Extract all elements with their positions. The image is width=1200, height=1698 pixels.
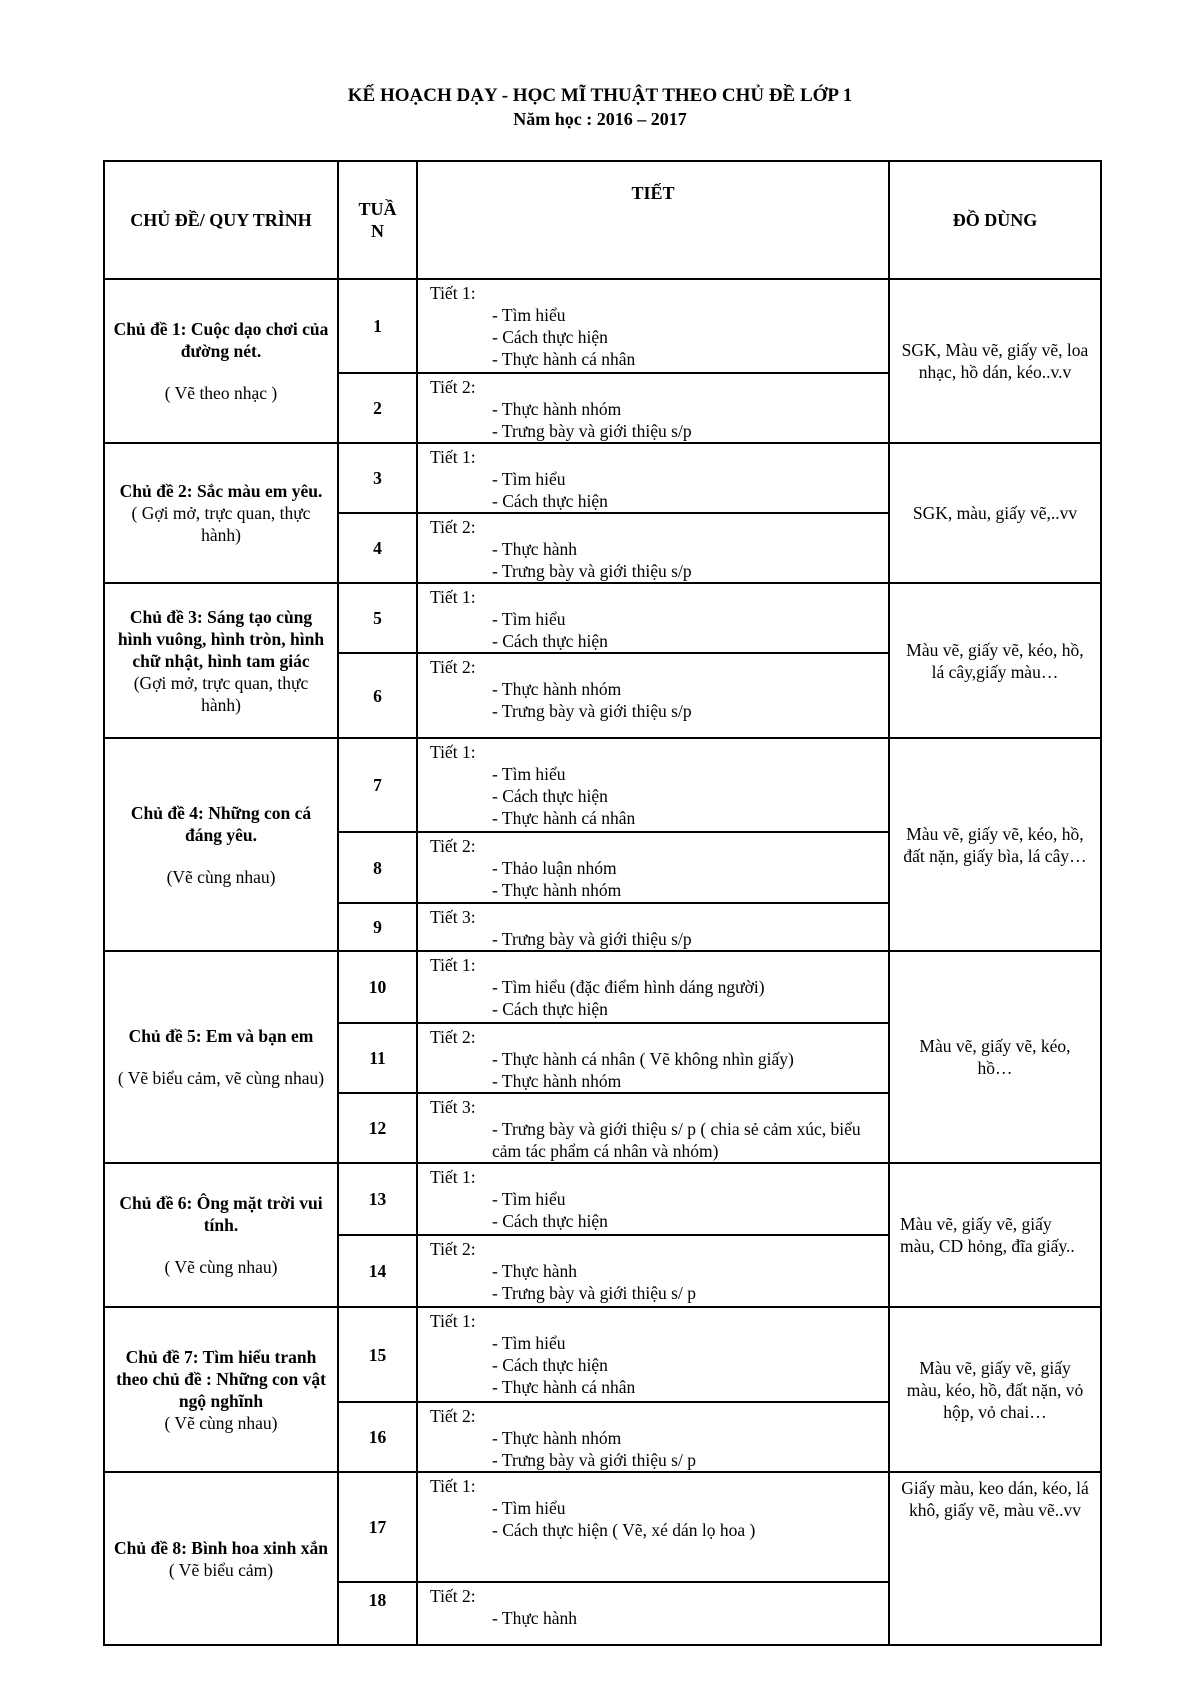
table-row <box>104 583 1101 653</box>
period-cell <box>417 1023 889 1093</box>
header-week: TUẦN <box>338 161 417 279</box>
period-label: Tiết 2: <box>430 1586 476 1606</box>
period-item: - Cách thực hiện <box>492 786 608 806</box>
week-number: 13 <box>338 1163 417 1235</box>
materials-cell: Màu vẽ, giấy vẽ, kéo, hồ… <box>889 951 1101 1163</box>
topic-cell <box>104 279 338 443</box>
topic-cell <box>104 1472 338 1645</box>
period-label: Tiết 2: <box>430 657 476 677</box>
header-materials: ĐỒ DÙNG <box>889 161 1101 279</box>
week-number: 12 <box>338 1093 417 1163</box>
week-number: 10 <box>338 951 417 1023</box>
period-label: Tiết 2: <box>430 1027 476 1047</box>
period-item: - Thực hành <box>492 1608 577 1628</box>
page-title: KẾ HOẠCH DẠY - HỌC MĨ THUẬT THEO CHỦ ĐỀ LỚP 1 <box>347 85 853 106</box>
topic-name: Chủ đề 3: Sáng tạo cùng hình vuông, hình tròn, hình chữ nhật, hình tam giác <box>117 606 325 671</box>
week-number: 1 <box>338 279 417 373</box>
period-label: Tiết 1: <box>430 1311 476 1331</box>
table-row <box>104 1307 1101 1402</box>
period-cell <box>417 373 889 443</box>
table-row <box>104 738 1101 832</box>
topic-cell <box>104 1163 338 1307</box>
period-cell <box>417 903 889 951</box>
period-item: - Thực hành cá nhân <box>492 349 636 369</box>
materials-cell: Màu vẽ, giấy vẽ, giấy màu, CD hỏng, đĩa giấy.. <box>889 1163 1101 1307</box>
school-year: Năm học : 2016 – 2017 <box>513 109 687 129</box>
period-item: - Trưng bày và giới thiệu s/ p <box>492 1450 696 1470</box>
header-period: TIẾT <box>417 161 889 279</box>
week-number: 18 <box>338 1582 417 1645</box>
period-cell <box>417 832 889 903</box>
topic-method: ( Vẽ theo nhạc ) <box>164 383 278 403</box>
period-label: Tiết 3: <box>430 907 476 927</box>
period-item: - Thực hành <box>492 1261 577 1281</box>
period-cell <box>417 513 889 583</box>
topic-cell <box>104 1307 338 1472</box>
period-item: - Thực hành <box>492 539 577 559</box>
period-item: - Cách thực hiện ( Vẽ, xé dán lọ hoa ) <box>492 1520 756 1540</box>
period-item: - Thực hành cá nhân ( Vẽ không nhìn giấy) <box>492 1049 794 1069</box>
period-label: Tiết 1: <box>430 955 476 975</box>
period-cell <box>417 1307 889 1402</box>
period-cell <box>417 1235 889 1307</box>
period-item: - Tìm hiểu <box>492 1333 566 1353</box>
period-label: Tiết 1: <box>430 1167 476 1187</box>
plan-table <box>103 160 1102 1646</box>
materials-cell: SGK, màu, giấy vẽ,..vv <box>889 443 1101 583</box>
materials-cell: Màu vẽ, giấy vẽ, kéo, hồ, đất nặn, giấy bìa, lá cây… <box>889 738 1101 951</box>
header-topic: CHỦ ĐỀ/ QUY TRÌNH <box>104 161 338 279</box>
period-item: - Tìm hiểu <box>492 609 566 629</box>
period-item: - Cách thực hiện <box>492 999 608 1019</box>
week-number: 17 <box>338 1472 417 1582</box>
topic-method: (Vẽ cùng nhau) <box>166 866 276 887</box>
topic-cell <box>104 583 338 738</box>
period-label: Tiết 1: <box>430 1476 476 1496</box>
period-label: Tiết 2: <box>430 377 476 397</box>
week-number: 7 <box>338 738 417 832</box>
period-item: - Cách thực hiện <box>492 1211 608 1231</box>
topic-cell <box>104 443 338 583</box>
period-item: - Tìm hiểu (đặc điểm hình dáng người) <box>492 977 765 997</box>
topic-method: ( Gợi mở, trực quan, thực hành) <box>131 503 311 545</box>
period-item: - Thực hành nhóm <box>492 679 622 699</box>
period-item: - Trưng bày và giới thiệu s/p <box>492 929 692 949</box>
topic-name: Chủ đề 6: Ông mặt trời vui tính. <box>119 1193 323 1235</box>
period-label: Tiết 2: <box>430 1406 476 1426</box>
period-item: - Thực hành nhóm <box>492 399 622 419</box>
header-row <box>104 161 1101 279</box>
period-item: - Trưng bày và giới thiệu s/ p <box>492 1283 696 1303</box>
table-row <box>104 951 1101 1023</box>
table-row <box>104 279 1101 373</box>
week-number: 11 <box>338 1023 417 1093</box>
topic-method: ( Vẽ cùng nhau) <box>164 1412 278 1433</box>
period-item: - Thực hành cá nhân <box>492 1377 636 1397</box>
week-number: 3 <box>338 443 417 513</box>
period-label: Tiết 1: <box>430 447 476 467</box>
period-cell <box>417 279 889 373</box>
week-number: 9 <box>338 903 417 951</box>
period-item: - Trưng bày và giới thiệu s/p <box>492 701 692 721</box>
period-label: Tiết 2: <box>430 836 476 856</box>
period-cell <box>417 1582 889 1645</box>
period-label: Tiết 1: <box>430 742 476 762</box>
period-item: - Tìm hiểu <box>492 1498 566 1518</box>
period-item: - Trưng bày và giới thiệu s/p <box>492 421 692 441</box>
period-item: - Tìm hiểu <box>492 1189 566 1209</box>
week-number: 5 <box>338 583 417 653</box>
topic-cell <box>104 951 338 1163</box>
topic-name: Chủ đề 4: Những con cá đáng yêu. <box>130 802 312 845</box>
week-number: 16 <box>338 1402 417 1472</box>
table-row <box>104 1472 1101 1582</box>
table-row <box>104 443 1101 513</box>
period-item: - Thảo luận nhóm <box>492 858 617 878</box>
period-cell <box>417 583 889 653</box>
materials-cell: Màu vẽ, giấy vẽ, kéo, hồ, lá cây,giấy màu… <box>889 583 1101 738</box>
period-item: - Thực hành nhóm <box>492 880 622 900</box>
week-number: 14 <box>338 1235 417 1307</box>
period-item: - Thực hành nhóm <box>492 1428 622 1448</box>
period-item: - Trưng bày và giới thiệu s/p <box>492 561 692 581</box>
topic-name: Chủ đề 2: Sắc màu em yêu. <box>119 481 323 501</box>
period-item: - Thực hành cá nhân <box>492 808 636 828</box>
week-number: 15 <box>338 1307 417 1402</box>
period-label: Tiết 2: <box>430 1239 476 1259</box>
period-label: Tiết 1: <box>430 283 476 303</box>
period-item: - Cách thực hiện <box>492 1355 608 1375</box>
period-label: Tiết 1: <box>430 587 476 607</box>
period-item: - Cách thực hiện <box>492 631 608 651</box>
period-item: - Trưng bày và giới thiệu s/ p ( chia sẻ cảm xúc, biểu cảm tác phẩm cá nhân và nhóm) <box>492 1119 861 1161</box>
period-item: - Tìm hiểu <box>492 469 566 489</box>
topic-name: Chủ đề 8: Bình hoa xinh xắn <box>114 1537 328 1558</box>
period-cell <box>417 653 889 738</box>
materials-cell: Giấy màu, keo dán, kéo, lá khô, giấy vẽ, màu vẽ..vv <box>889 1472 1101 1645</box>
period-label: Tiết 3: <box>430 1097 476 1117</box>
topic-method: ( Vẽ biểu cảm) <box>168 1559 274 1580</box>
topic-method: (Gợi mở, trực quan, thực hành) <box>133 672 309 715</box>
period-item: - Thực hành nhóm <box>492 1071 622 1091</box>
week-number: 6 <box>338 653 417 738</box>
period-item: - Tìm hiểu <box>492 764 566 784</box>
period-cell <box>417 1093 889 1163</box>
topic-name: Chủ đề 7: Tìm hiểu tranh theo chủ đề : Những con vật ngộ nghĩnh <box>116 1346 326 1411</box>
week-number: 2 <box>338 373 417 443</box>
topic-name: Chủ đề 1: Cuộc dạo chơi của đường nét. <box>113 319 329 361</box>
period-item: - Cách thực hiện <box>492 491 608 511</box>
period-cell <box>417 1472 889 1582</box>
period-cell <box>417 1163 889 1235</box>
period-item: - Tìm hiểu <box>492 305 566 325</box>
topic-method: ( Vẽ cùng nhau) <box>164 1257 278 1277</box>
topic-method: ( Vẽ biểu cảm, vẽ cùng nhau) <box>117 1068 325 1088</box>
week-number: 8 <box>338 832 417 903</box>
period-cell <box>417 738 889 832</box>
materials-cell: Màu vẽ, giấy vẽ, giấy màu, kéo, hồ, đất nặn, vỏ hộp, vỏ chai… <box>889 1307 1101 1472</box>
period-item: - Cách thực hiện <box>492 327 608 347</box>
period-cell <box>417 951 889 1023</box>
topic-name: Chủ đề 5: Em và bạn em <box>128 1026 314 1046</box>
topic-cell <box>104 738 338 951</box>
materials-cell: SGK, Màu vẽ, giấy vẽ, loa nhạc, hồ dán, kéo..v.v <box>889 279 1101 443</box>
period-cell <box>417 1402 889 1472</box>
period-label: Tiết 2: <box>430 517 476 537</box>
week-number: 4 <box>338 513 417 583</box>
period-cell <box>417 443 889 513</box>
table-row <box>104 1163 1101 1235</box>
